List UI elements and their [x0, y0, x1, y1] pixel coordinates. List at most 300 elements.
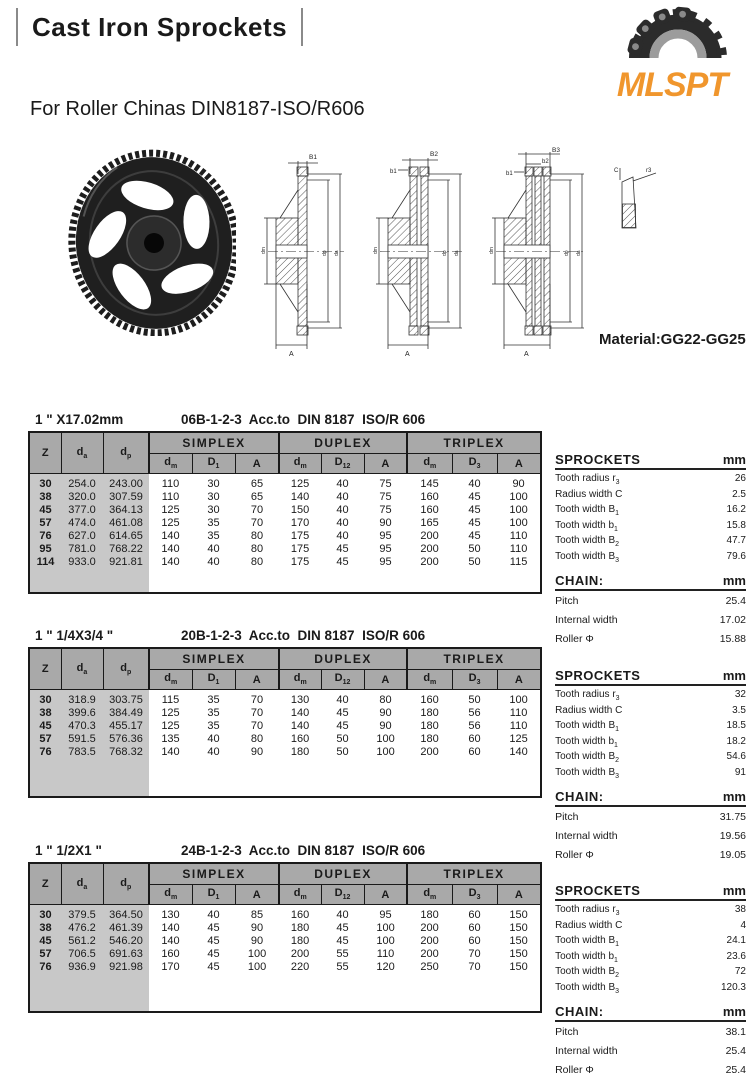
table-cell: 200 — [420, 543, 439, 555]
table-cell: 80 — [250, 543, 264, 555]
size-label: 1 " X17.02mm — [35, 412, 124, 427]
table-cell: 115 — [161, 694, 180, 706]
spec-row: Internal width 19.56 — [555, 829, 746, 848]
spacer-cell — [61, 759, 103, 797]
spec-value: 25.4 — [725, 1045, 746, 1058]
table-row — [29, 961, 541, 974]
side-table — [555, 883, 746, 1082]
table-cell: 80 — [250, 556, 264, 568]
table-cell: 30 — [207, 491, 220, 503]
spacer-row — [29, 759, 541, 797]
col-D12: $D_{12}$ — [321, 885, 364, 905]
table-cell: 768.32 — [103, 746, 149, 759]
table-row — [29, 556, 541, 569]
table-cell: 379.5 — [61, 905, 103, 923]
col-z: Z — [29, 863, 61, 905]
table-cell: 38 — [29, 491, 61, 504]
table-row — [29, 733, 541, 746]
page-subtitle: For Roller Chinas DIN8187-ISO/R606 — [30, 98, 365, 120]
col-z: Z — [29, 648, 61, 690]
spec-value: 32 — [734, 689, 746, 700]
table-cell: 100 — [509, 504, 528, 516]
spec-value: 25.4 — [725, 595, 746, 607]
table-cell: 60 — [468, 733, 481, 745]
table-cell: 40 — [336, 530, 349, 542]
spec-value: 2.5 — [732, 488, 746, 500]
table-cell: 40 — [336, 517, 349, 529]
table-cell: 100 — [509, 491, 528, 503]
table-cell: 100 — [376, 746, 395, 758]
col-A: A — [497, 454, 541, 474]
col-D3: $D_3$ — [452, 670, 497, 690]
table-cell: 933.0 — [61, 556, 103, 569]
spec-row: Tooth width $B_2$ 47.7 — [555, 535, 746, 551]
table-row — [29, 922, 541, 935]
table-cell: 140 — [290, 707, 310, 719]
col-D12: $D_{12}$ — [321, 670, 364, 690]
logo-text: MLSPT — [616, 66, 728, 100]
table-caption — [28, 628, 746, 645]
svg-text:r3: r3 — [646, 168, 652, 174]
table-cell: 35 — [207, 530, 220, 542]
spec-value: 3.5 — [732, 704, 746, 716]
table-cell: 936.9 — [61, 961, 103, 974]
table-cell: 546.20 — [103, 935, 149, 948]
table-cell: 125 — [161, 504, 180, 516]
table-cell: 125 — [161, 707, 180, 719]
table-cell: 90 — [379, 707, 392, 719]
table-cell: 60 — [468, 746, 481, 758]
table-row — [29, 948, 541, 961]
table-cell: 40 — [336, 694, 349, 706]
table-cell: 150 — [509, 922, 528, 934]
table-cell: 140 — [161, 556, 180, 568]
table-cell: 95 — [379, 909, 392, 921]
spacer-cell — [103, 759, 149, 797]
spacer-cell — [321, 974, 364, 1012]
table-row — [29, 504, 541, 517]
table-row — [29, 746, 541, 759]
svg-text:da: da — [454, 250, 460, 256]
spec-label: 06B-1-2-3 Acc.to DIN 8187 ISO/R 606 — [181, 412, 426, 427]
table-row — [29, 517, 541, 530]
table-cell: 455.17 — [103, 720, 149, 733]
table-cell: 45 — [336, 543, 349, 555]
table-cell: 65 — [250, 491, 264, 503]
group-duplex: DUPLEX — [279, 863, 407, 885]
table-cell: 40 — [336, 478, 349, 490]
table-cell: 591.5 — [61, 733, 103, 746]
table-cell: 75 — [379, 491, 392, 503]
svg-text:A: A — [289, 351, 294, 358]
spacer-row — [29, 974, 541, 1012]
group-triplex: TRIPLEX — [407, 648, 541, 670]
table-cell: 90 — [250, 922, 264, 934]
table-cell: 30 — [207, 504, 220, 516]
spec-row: Roller Φ 19.05 — [555, 848, 746, 867]
spec-row: Tooth width $b_1$ 23.6 — [555, 951, 746, 967]
table-cell: 45 — [468, 491, 481, 503]
spec-label: 20B-1-2-3 Acc.to DIN 8187 ISO/R 606 — [181, 628, 426, 643]
table-cell: 50 — [468, 556, 481, 568]
table-cell: 150 — [290, 504, 310, 516]
table-cell: 180 — [420, 707, 439, 719]
table-row — [29, 935, 541, 948]
table-cell: 65 — [250, 478, 264, 490]
table-cell: 40 — [336, 491, 349, 503]
spacer-cell — [29, 569, 61, 593]
table-cell: 706.5 — [61, 948, 103, 961]
table-cell: 45 — [207, 948, 220, 960]
table-cell: 57 — [29, 948, 61, 961]
col-dp: $d_p$ — [103, 648, 149, 690]
col-dm: $d_m$ — [149, 454, 192, 474]
table-cell: 150 — [509, 909, 528, 921]
svg-text:A: A — [524, 351, 529, 358]
group-triplex: TRIPLEX — [407, 432, 541, 454]
table-cell: 40 — [207, 733, 220, 745]
table-cell: 76 — [29, 961, 61, 974]
table-cell: 100 — [509, 694, 528, 706]
table-caption — [28, 843, 746, 860]
title-bar — [16, 8, 303, 46]
table-cell: 80 — [379, 694, 392, 706]
table-cell: 90 — [379, 517, 392, 529]
spec-value: 15.88 — [719, 633, 746, 646]
spacer-cell — [321, 759, 364, 797]
spec-value: 38 — [734, 904, 746, 915]
table-cell: 180 — [420, 733, 439, 745]
table-cell: 70 — [468, 948, 481, 960]
table-cell: 150 — [509, 948, 528, 960]
table-cell: 614.65 — [103, 530, 149, 543]
table-cell: 115 — [509, 556, 528, 568]
col-dm: $d_m$ — [407, 885, 452, 905]
spacer-cell — [279, 759, 321, 797]
table-cell: 140 — [161, 922, 180, 934]
chain-header: CHAIN: mm — [555, 573, 746, 591]
table-cell: 50 — [336, 746, 349, 758]
sprocket-table — [28, 647, 542, 798]
spec-row: Internal width 25.4 — [555, 1044, 746, 1063]
table-cell: 783.5 — [61, 746, 103, 759]
col-D1: $D_1$ — [192, 454, 235, 474]
spacer-cell — [192, 759, 235, 797]
chain-header: CHAIN: mm — [555, 789, 746, 807]
table-cell: 95 — [29, 543, 61, 556]
col-A: A — [364, 454, 407, 474]
material-note: Material:GG22-GG25 — [599, 331, 746, 348]
table-cell: 40 — [207, 556, 220, 568]
spacer-cell — [103, 974, 149, 1012]
table-cell: 160 — [161, 948, 180, 960]
sprocket-photo — [68, 146, 236, 336]
spec-row: Radius width C 4 — [555, 920, 746, 936]
table-row — [29, 690, 541, 708]
spacer-cell — [235, 759, 279, 797]
table-cell: 100 — [509, 517, 528, 529]
spec-value: 18.5 — [726, 720, 746, 731]
table-cell: 364.13 — [103, 504, 149, 517]
col-A: A — [235, 670, 279, 690]
spacer-cell — [364, 569, 407, 593]
table-cell: 40 — [468, 478, 481, 490]
table-cell: 90 — [250, 935, 264, 947]
table-cell: 125 — [290, 478, 310, 490]
side-table — [555, 668, 746, 867]
spec-value: 15.8 — [726, 519, 746, 531]
table-cell: 303.75 — [103, 690, 149, 708]
spacer-cell — [279, 569, 321, 593]
table-cell: 150 — [509, 935, 528, 947]
table-cell: 576.36 — [103, 733, 149, 746]
svg-text:da: da — [334, 250, 340, 256]
col-A: A — [497, 885, 541, 905]
table-cell: 243.00 — [103, 474, 149, 492]
spec-row: Tooth width $B_3$ 120.3 — [555, 982, 746, 998]
spacer-cell — [407, 759, 452, 797]
spacer-cell — [497, 974, 541, 1012]
table-cell: 399.6 — [61, 707, 103, 720]
spacer-cell — [29, 759, 61, 797]
table-cell: 160 — [290, 733, 310, 745]
spacer-cell — [149, 569, 192, 593]
svg-text:dm: dm — [373, 247, 379, 254]
section-20b — [28, 628, 746, 867]
spacer-cell — [452, 759, 497, 797]
svg-text:A: A — [405, 351, 410, 358]
size-label: 1 " 1/2X1 " — [35, 843, 102, 858]
spec-value: 16.2 — [726, 504, 746, 515]
spec-row: Tooth width $B_2$ 72 — [555, 966, 746, 982]
spec-row: Tooth width $B_2$ 54.6 — [555, 751, 746, 767]
spec-value: 4 — [740, 919, 746, 931]
table-cell: 57 — [29, 733, 61, 746]
table-cell: 120 — [376, 961, 395, 973]
sprocket-table — [28, 431, 542, 594]
sprockets-header: SPROCKETS mm — [555, 452, 746, 470]
table-cell: 220 — [290, 961, 310, 973]
table-cell: 140 — [161, 530, 180, 542]
spacer-cell — [279, 974, 321, 1012]
spacer-cell — [407, 974, 452, 1012]
table-cell: 384.49 — [103, 707, 149, 720]
spacer-cell — [61, 974, 103, 1012]
table-cell: 140 — [161, 746, 180, 758]
table-cell: 140 — [290, 720, 310, 732]
table-cell: 45 — [207, 922, 220, 934]
spacer-cell — [103, 569, 149, 593]
svg-text:dp: dp — [564, 250, 570, 256]
table-row — [29, 491, 541, 504]
group-duplex: DUPLEX — [279, 648, 407, 670]
section-24b — [28, 843, 746, 1082]
mlspt-logo — [608, 2, 742, 100]
table-cell: 150 — [509, 961, 528, 973]
col-z: Z — [29, 432, 61, 474]
table-caption — [28, 412, 746, 429]
simplex-diagram — [261, 154, 344, 358]
group-simplex: SIMPLEX — [149, 648, 279, 670]
table-cell: 45 — [336, 922, 349, 934]
table-cell: 70 — [250, 707, 264, 719]
table-cell: 200 — [420, 746, 439, 758]
table-cell: 50 — [468, 694, 481, 706]
table-cell: 180 — [420, 909, 439, 921]
table-cell: 160 — [420, 491, 439, 503]
col-dm: $d_m$ — [279, 454, 321, 474]
spec-row: Pitch 31.75 — [555, 810, 746, 829]
table-cell: 627.0 — [61, 530, 103, 543]
spec-value: 25.4 — [725, 1064, 746, 1077]
table-cell: 461.08 — [103, 517, 149, 530]
table-cell: 180 — [290, 922, 310, 934]
table-cell: 60 — [468, 909, 481, 921]
table-cell: 80 — [250, 530, 264, 542]
table-cell: 45 — [29, 720, 61, 733]
table-cell: 40 — [207, 746, 220, 758]
col-dp: $d_p$ — [103, 432, 149, 474]
spec-row: Roller Φ 15.88 — [555, 632, 746, 651]
spec-value: 38.1 — [725, 1026, 746, 1038]
svg-text:B2: B2 — [430, 151, 438, 158]
table-cell: 90 — [512, 478, 525, 490]
spacer-cell — [407, 569, 452, 593]
table-cell: 130 — [290, 694, 310, 706]
table-cell: 60 — [468, 935, 481, 947]
spec-row: Tooth width $B_3$ 79.6 — [555, 551, 746, 567]
table-cell: 175 — [290, 543, 310, 555]
table-cell: 70 — [250, 517, 264, 529]
table-cell: 50 — [336, 733, 349, 745]
spec-value: 54.6 — [726, 751, 746, 762]
col-dm: $d_m$ — [149, 885, 192, 905]
table-row — [29, 474, 541, 492]
triplex-diagram — [489, 147, 584, 358]
svg-text:dp: dp — [442, 250, 448, 256]
table-cell: 30 — [29, 905, 61, 923]
table-cell: 364.50 — [103, 905, 149, 923]
spacer-cell — [321, 569, 364, 593]
table-cell: 40 — [336, 504, 349, 516]
sprockets-header: SPROCKETS mm — [555, 668, 746, 686]
table-cell: 921.81 — [103, 556, 149, 569]
table-cell: 307.59 — [103, 491, 149, 504]
svg-text:dm: dm — [489, 247, 495, 254]
table-cell: 90 — [250, 746, 264, 758]
table-cell: 60 — [468, 922, 481, 934]
table-cell: 95 — [379, 556, 392, 568]
table-cell: 45 — [468, 530, 481, 542]
table-cell: 56 — [468, 707, 481, 719]
table-cell: 125 — [161, 720, 180, 732]
spec-row: Tooth width $B_3$ 91 — [555, 767, 746, 783]
table-cell: 45 — [29, 935, 61, 948]
table-row — [29, 905, 541, 923]
table-cell: 140 — [161, 543, 180, 555]
title-right-rule — [301, 8, 303, 46]
spacer-cell — [235, 974, 279, 1012]
table-cell: 70 — [250, 720, 264, 732]
spec-value: 24.1 — [726, 935, 746, 946]
col-dm: $d_m$ — [279, 670, 321, 690]
col-A: A — [235, 885, 279, 905]
table-cell: 318.9 — [61, 690, 103, 708]
table-cell: 38 — [29, 707, 61, 720]
table-cell: 110 — [161, 491, 180, 503]
table-cell: 40 — [207, 543, 220, 555]
table-cell: 30 — [29, 474, 61, 492]
spacer-cell — [149, 974, 192, 1012]
table-cell: 57 — [29, 517, 61, 530]
col-D1: $D_1$ — [192, 670, 235, 690]
spec-value: 19.56 — [719, 830, 746, 843]
spec-row: Tooth width $b_1$ 15.8 — [555, 520, 746, 536]
table-cell: 30 — [29, 690, 61, 708]
svg-text:b1: b1 — [506, 171, 513, 177]
table-cell: 30 — [207, 478, 220, 490]
spec-value: 17.02 — [719, 614, 746, 627]
spec-value: 23.6 — [726, 950, 746, 962]
table-cell: 125 — [509, 733, 528, 745]
svg-text:B3: B3 — [552, 147, 560, 154]
table-cell: 140 — [290, 491, 310, 503]
col-da: $d_a$ — [61, 863, 103, 905]
col-D1: $D_1$ — [192, 885, 235, 905]
spec-row: Tooth radius $r_3$ 26 — [555, 473, 746, 489]
col-da: $d_a$ — [61, 648, 103, 690]
spec-row: Radius width C 3.5 — [555, 705, 746, 721]
spacer-cell — [364, 974, 407, 1012]
spacer-cell — [192, 974, 235, 1012]
table-row — [29, 543, 541, 556]
table-cell: 35 — [207, 720, 220, 732]
table-cell: 130 — [161, 909, 180, 921]
spacer-row — [29, 569, 541, 593]
table-cell: 200 — [290, 948, 310, 960]
table-cell: 200 — [420, 935, 439, 947]
col-D12: $D_{12}$ — [321, 454, 364, 474]
table-cell: 55 — [336, 948, 349, 960]
table-cell: 165 — [420, 517, 439, 529]
spec-value: 18.2 — [726, 735, 746, 747]
table-row — [29, 530, 541, 543]
spacer-cell — [364, 759, 407, 797]
spec-row: Tooth width $B_1$ 16.2 — [555, 504, 746, 520]
spacer-cell — [61, 569, 103, 593]
table-row — [29, 720, 541, 733]
table-cell: 35 — [207, 517, 220, 529]
spec-row: Pitch 25.4 — [555, 594, 746, 613]
col-dm: $d_m$ — [407, 670, 452, 690]
spec-value: 120.3 — [720, 981, 746, 993]
table-cell: 160 — [420, 504, 439, 516]
col-da: $d_a$ — [61, 432, 103, 474]
table-cell: 254.0 — [61, 474, 103, 492]
table-row — [29, 707, 541, 720]
table-cell: 140 — [161, 935, 180, 947]
table-cell: 461.39 — [103, 922, 149, 935]
table-cell: 100 — [376, 733, 395, 745]
side-table — [555, 452, 746, 651]
table-cell: 110 — [376, 948, 395, 960]
table-cell: 45 — [468, 517, 481, 529]
logo-gear-inner-arc — [654, 34, 702, 58]
duplex-diagram — [373, 151, 462, 358]
table-cell: 200 — [420, 922, 439, 934]
table-cell: 691.63 — [103, 948, 149, 961]
table-cell: 135 — [161, 733, 180, 745]
